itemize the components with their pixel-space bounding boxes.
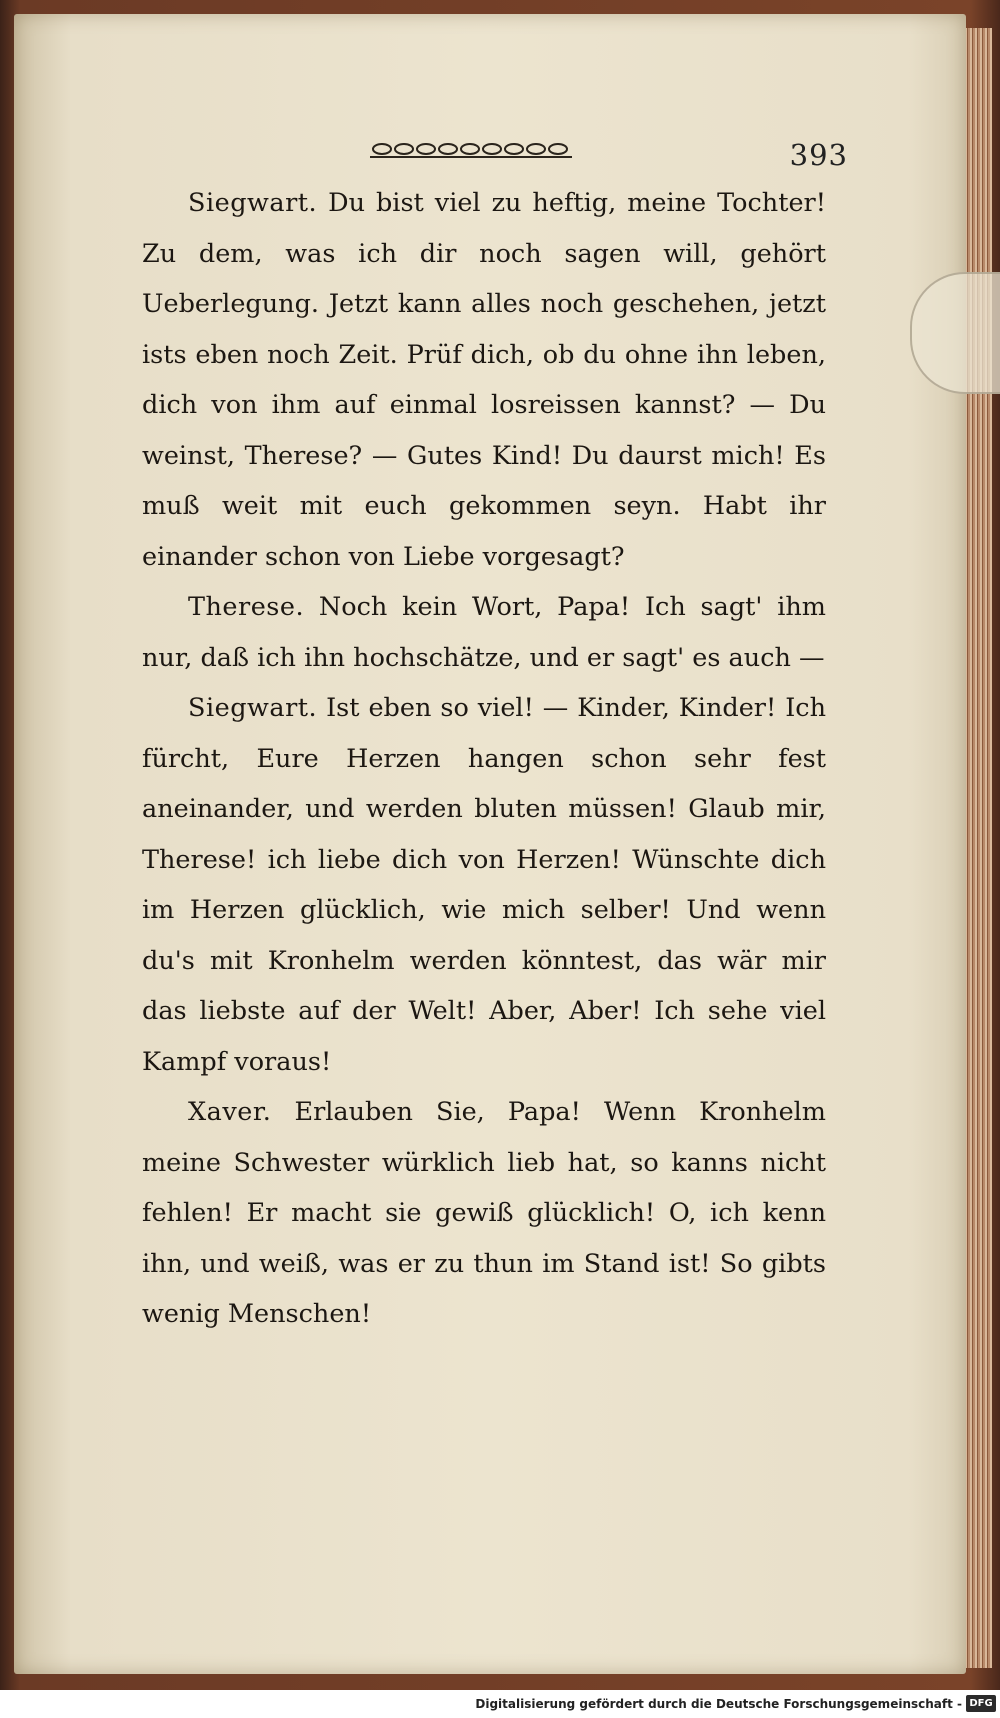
dialogue-text: Ist eben so viel! — Kinder, Kinder! Ich fürcht, Eure Herzen hangen schon sehr fest aneinander, und werden bluten müssen! Glaub mir, Therese! ich liebe dich von Herzen! Wünschte dich im Herzen glücklich, wie mich selber! Und wenn du's mit Kronhelm werden könntest, das wär mir das liebste auf der Welt! Aber, Aber! Ich sehe viel Kampf voraus! bbox=[142, 693, 826, 1077]
speaker-name: Xaver. bbox=[188, 1097, 272, 1127]
dfg-logo-icon: DFG bbox=[966, 1695, 996, 1712]
speaker-name: Therese. bbox=[188, 592, 305, 622]
paragraph bbox=[142, 178, 826, 582]
header-ornament-icon bbox=[368, 140, 574, 162]
page-text bbox=[142, 178, 826, 1340]
paragraph bbox=[142, 683, 826, 1087]
dialogue-text: Du bist viel zu heftig, meine Tochter! Zu dem, was ich dir noch sagen will, gehört Ueberlegung. Jetzt kann alles noch geschehen, jetzt ists eben noch Zeit. Prüf dich, ob du ohne ihn leben, dich von ihm auf einmal losreissen kannst? — Du weinst, Therese? — Gutes Kind! Du daurst mich! Es muß weit mit euch gekommen seyn. Habt ihr einander schon von Liebe vorgesagt? bbox=[142, 188, 826, 572]
paragraph bbox=[142, 1087, 826, 1340]
footer-credit: Digitalisierung gefördert durch die Deutsche Forschungsgemeinschaft - bbox=[475, 1697, 962, 1711]
page-number: 393 bbox=[789, 138, 848, 172]
speaker-name: Siegwart. bbox=[188, 188, 318, 218]
page-tab-marker bbox=[910, 272, 1000, 394]
dialogue-text: Erlauben Sie, Papa! Wenn Kronhelm meine Schwester würklich lieb hat, so kanns nicht fehlen! Er macht sie gewiß glücklich! O, ich kenn ihn, und weiß, was er zu thun im Stand ist! So gibts wenig Menschen! bbox=[142, 1097, 826, 1329]
paragraph bbox=[142, 582, 826, 683]
dialogue-text: Noch kein Wort, Papa! Ich sagt' ihm nur, daß ich ihn hochschätze, und er sagt' es auch — bbox=[142, 592, 826, 673]
speaker-name: Siegwart. bbox=[188, 693, 318, 723]
